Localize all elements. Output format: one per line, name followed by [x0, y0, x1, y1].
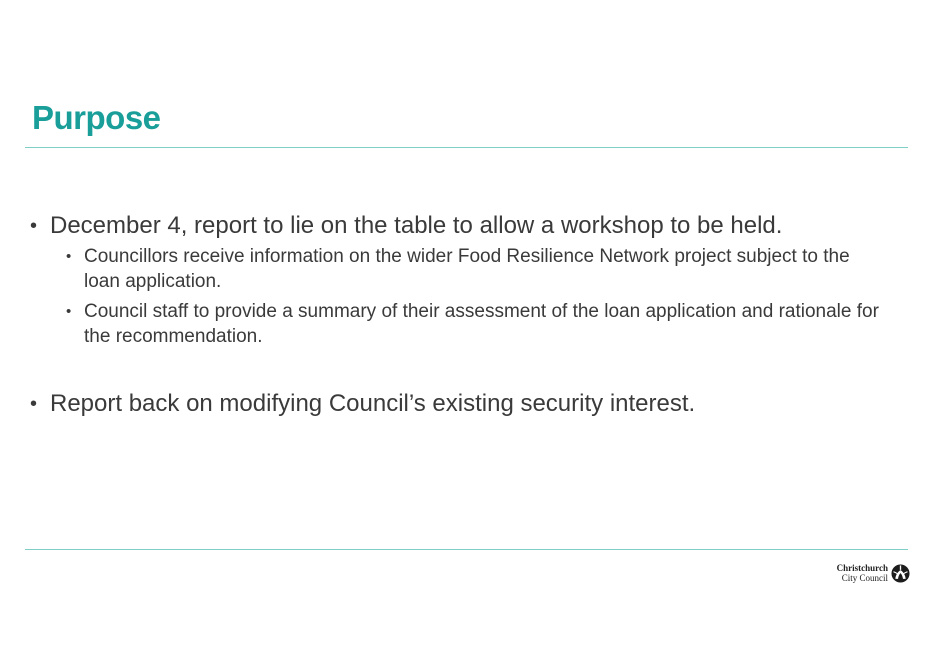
sub-bullet-item — [64, 299, 879, 349]
bullet-dot: • — [30, 393, 38, 415]
christchurch-city-council-logo — [832, 562, 910, 584]
christchurch-council-emblem-icon — [891, 564, 910, 583]
sub-bullet-dot: • — [66, 303, 72, 320]
bullet-list — [28, 209, 908, 421]
bullet-dot: • — [30, 215, 38, 237]
bullet-item — [28, 387, 908, 421]
logo-line-1: Christchurch — [836, 563, 888, 573]
bullet-text: December 4, report to lie on the table to allow a workshop to be held. — [50, 212, 783, 239]
bullet-item — [28, 209, 908, 243]
footer-divider — [25, 549, 908, 550]
logo-line-2: City Council — [841, 573, 888, 583]
logo-wordmark — [837, 563, 888, 583]
title-divider — [25, 147, 908, 148]
sub-bullet-item — [64, 244, 879, 294]
bullet-text: Report back on modifying Council’s existing security interest. — [50, 390, 696, 417]
sub-bullet-text: Council staff to provide a summary of their assessment of the loan application and rationale for the recommendation. — [84, 301, 879, 347]
slide-title: Purpose — [32, 99, 161, 136]
sub-bullet-list — [64, 244, 908, 349]
sub-bullet-dot: • — [66, 248, 72, 265]
sub-bullet-text: Councillors receive information on the wider Food Resilience Network project subject to the loan application. — [84, 246, 850, 292]
bullet-spacer — [28, 354, 908, 387]
